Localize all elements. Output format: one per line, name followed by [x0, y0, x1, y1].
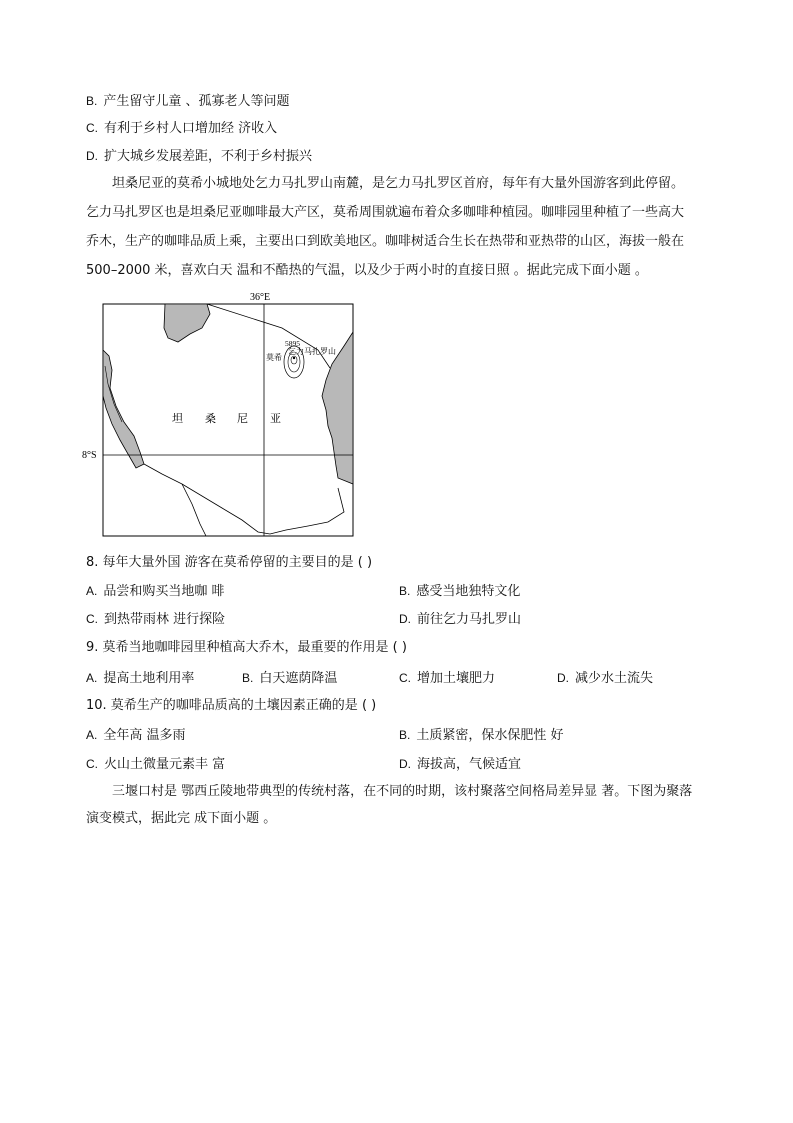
option-letter: A.	[86, 584, 98, 598]
q8-option-b	[399, 582, 520, 601]
q9-stem: 9. 莫希当地咖啡园里种植高大乔木，最重要的作用是 ( )	[86, 640, 407, 655]
option-text: 提高土地利用率	[103, 671, 195, 686]
q9-option-d	[557, 669, 653, 688]
option-text: 到热带雨林 进行探险	[104, 612, 226, 627]
q9-option-c	[399, 669, 495, 688]
q8-stem: 8. 每年大量外国 游客在莫希停留的主要目的是 ( )	[86, 555, 373, 570]
option-text: 增加土壤肥力	[417, 671, 496, 686]
country-char-3: 尼	[237, 413, 248, 425]
option-text: 前往乞力马扎罗山	[417, 612, 522, 627]
q8-option-c	[86, 610, 225, 629]
q10-stem: 10. 莫希生产的咖啡品质高的土壤因素正确的是 ( )	[86, 698, 377, 713]
q10-option-a	[86, 726, 185, 745]
map-frame	[103, 304, 353, 536]
q7-option-c	[86, 119, 277, 138]
option-letter: B.	[86, 94, 98, 108]
option-letter: D.	[557, 671, 569, 685]
q10-option-b	[399, 726, 563, 745]
option-text: 全年高 温多雨	[103, 728, 186, 743]
mountain-name: 乞力马扎罗山	[288, 347, 336, 356]
option-letter: A.	[86, 728, 98, 742]
option-text: 减少水土流失	[575, 671, 654, 686]
q10-option-d	[399, 755, 521, 774]
option-letter: D.	[399, 757, 411, 771]
option-text: 土质紧密，保水保肥性 好	[416, 728, 564, 743]
option-text: 白天遮荫降温	[259, 671, 338, 686]
option-letter: B.	[399, 584, 411, 598]
option-letter: D.	[86, 149, 98, 163]
map-svg	[82, 288, 362, 538]
option-text: 产生留守儿童 、孤寡老人等问题	[103, 94, 290, 109]
passage1-line-2: 乞力马扎罗区也是坦桑尼亚咖啡最大产区，莫希周围就遍布着众多咖啡种植园。咖啡园里种植了一些高大	[86, 205, 685, 220]
option-letter: C.	[86, 757, 98, 771]
passage1-line-3: 乔木，生产的咖啡品质上乘，主要出口到欧美地区。咖啡树适合生长在热带和亚热带的山区，海拔一般在	[86, 234, 685, 249]
country-char-4: 亚	[270, 413, 281, 425]
passage2-line-1: 三堰口村是 鄂西丘陵地带典型的传统村落，在不同的时期，该村聚落空间格局差异显 著。下图为聚落	[112, 784, 693, 799]
q9-option-a	[86, 669, 194, 688]
town-name: 莫希	[266, 353, 282, 362]
option-letter: B.	[242, 671, 254, 685]
peak-elevation: 5895	[285, 339, 300, 348]
option-letter: D.	[399, 612, 411, 626]
q10-option-c	[86, 755, 225, 774]
q8-option-a	[86, 582, 224, 601]
latitude-label: 8°S	[82, 450, 97, 461]
option-text: 扩大城乡发展差距，不利于乡村振兴	[104, 149, 313, 164]
option-letter: A.	[86, 671, 98, 685]
option-letter: C.	[86, 612, 98, 626]
option-letter: C.	[399, 671, 411, 685]
tanzania-map	[82, 288, 362, 538]
q9-option-b	[242, 669, 337, 688]
option-letter: B.	[399, 728, 411, 742]
country-char-1: 坦	[172, 413, 183, 425]
option-text: 有利于乡村人口增加经 济收入	[104, 121, 278, 136]
passage1-line-1: 坦桑尼亚的莫希小城地处乞力马扎罗山南麓，是乞力马扎罗区首府，每年有大量外国游客到此停留。	[112, 176, 685, 191]
option-text: 品尝和购买当地咖 啡	[103, 584, 225, 599]
passage1-line-4: 500–2000 米，喜欢白天 温和不酷热的气温，以及少于两小时的直接日照 。据此完成下面小题 。	[86, 263, 648, 278]
option-text: 海拔高，气候适宜	[417, 757, 522, 772]
q8-option-d	[399, 610, 521, 629]
longitude-label: 36°E	[250, 292, 271, 303]
q7-option-b	[86, 92, 289, 111]
option-text: 火山土微量元素丰 富	[104, 757, 226, 772]
country-char-2: 桑	[205, 413, 216, 425]
passage2-line-2: 演变模式，据此完 成下面小题 。	[86, 811, 277, 826]
option-letter: C.	[86, 121, 98, 135]
option-text: 感受当地独特文化	[416, 584, 521, 599]
q7-option-d	[86, 147, 312, 166]
